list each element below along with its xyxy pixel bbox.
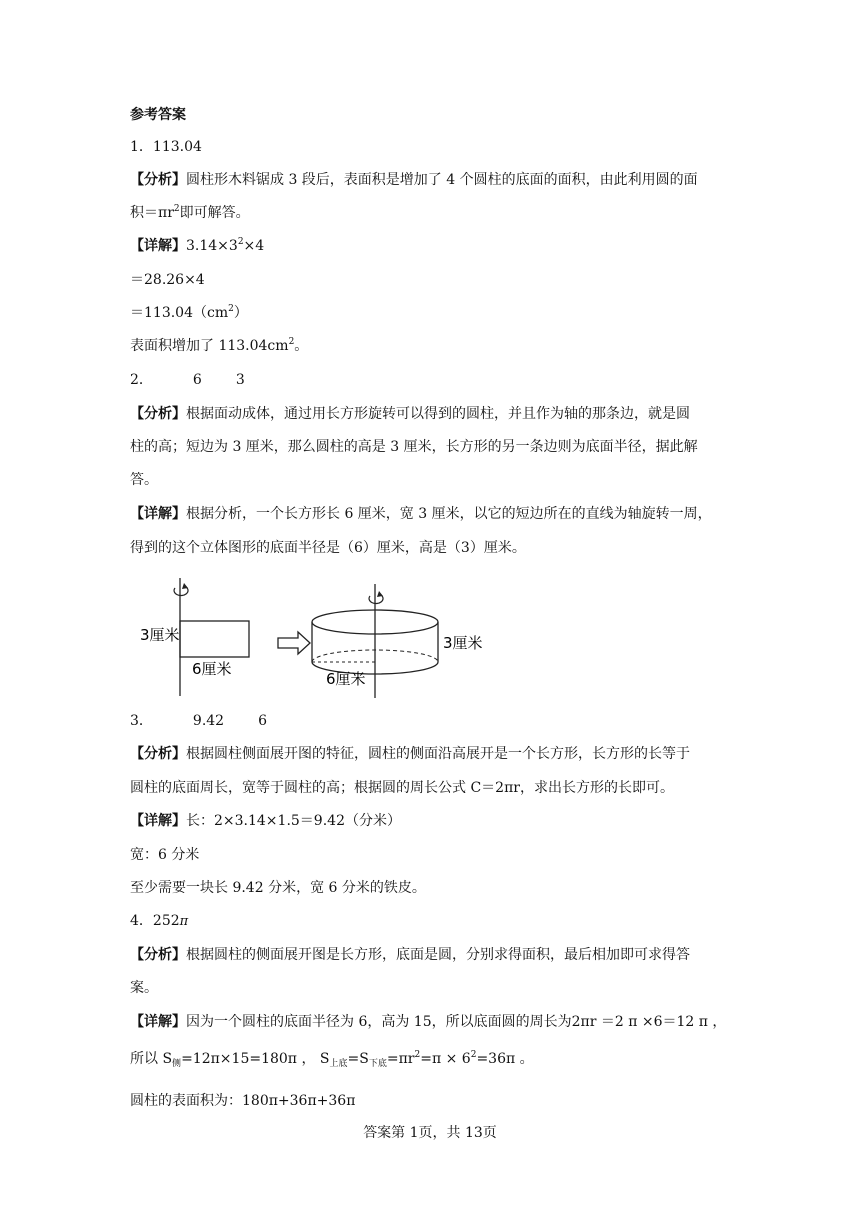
q3-analysis-line1 [130,744,690,764]
q3-detail [130,811,401,831]
transform-arrow-icon [278,632,310,654]
cyl-radius-label: 6厘米 [326,670,366,688]
detail-tag: 【详解】 [130,238,186,254]
q2-analysis-line1 [130,404,690,424]
cyl-height-label: 3厘米 [443,634,483,652]
formula-text: =πr [386,1051,415,1067]
question-number: 2． [130,372,153,388]
question-answer: 4．252 [130,913,180,929]
question-number: 3． [130,713,153,729]
q4-surface: 圆柱的表面积为：180π+36π+36π [130,1093,356,1109]
answer-blank-1: 6 [192,372,202,388]
analysis-text: 即可解答。 [179,205,250,221]
superscript: 2 [470,1050,477,1060]
analysis-tag: 【分析】 [130,746,186,762]
q4-detail-line1 [130,1012,726,1032]
analysis-text: 根据圆柱的侧面展开图是长方形，底面是圆，分别求得面积，最后相加即可求得答 [186,947,690,963]
analysis-tag: 【分析】 [130,406,186,422]
detail-tag: 【详解】 [130,813,186,829]
subscript: 上底 [329,1059,348,1069]
q3-width: 宽：6 分米 [130,847,200,863]
answer-blank-2: 6 [258,713,268,729]
step-text: ＝113.04（cm [130,305,229,321]
formula-text: 所以 S [130,1051,173,1067]
q3-analysis-line2: 圆柱的底面周长，宽等于圆柱的高；根据圆的周长公式 C＝2πr，求出长方形的长即可。 [130,780,674,796]
analysis-tag: 【分析】 [130,172,186,188]
page-footer: 答案第 1页，共 13页 [363,1125,497,1141]
conclusion-text: 。 [294,338,309,354]
detail-tag: 【详解】 [130,506,186,522]
rect-width-label: 6厘米 [192,660,232,678]
section-heading: 参考答案 [130,107,186,123]
formula-text: =12π×15=180π ， S [181,1051,330,1067]
conclusion-text: 表面积增加了 113.04cm [130,338,289,354]
detail-text: ×4 [243,238,265,254]
answer-blank-2: 3 [235,372,245,388]
q2-analysis-line2: 柱的高；短边为 3 厘米，那么圆柱的高是 3 厘米，长方形的另一条边则为底面半径，据此解 [130,439,698,455]
superscript: 2 [228,304,234,314]
rotation-figure [130,574,510,700]
pi-symbol: π [179,914,189,929]
detail-text: 因为一个圆柱的底面半径为 6，高为 15，所以底面圆的周长为2πr ＝2 π ×6＝12 π ， [186,1014,727,1030]
q4-title [130,911,188,932]
q1-conclusion [130,336,308,356]
answer-blank-1: 9.42 [192,713,225,729]
q2-title [130,370,245,390]
q3-title [130,711,267,731]
q2-analysis-line3: 答。 [130,472,158,488]
analysis-text: 根据面动成体，通过用长方形旋转可以得到的圆柱，并且作为轴的那条边，就是圆 [186,406,690,422]
q4-analysis-line1 [130,945,690,965]
subscript: 下底 [368,1059,387,1069]
q4-detail-line2 [130,1049,534,1069]
q1-step2 [130,303,248,323]
superscript: 2 [288,337,295,347]
q3-conclusion: 至少需要一块长 9.42 分米，宽 6 分米的铁皮。 [130,880,426,896]
superscript: 2 [237,237,244,247]
detail-text: 3.14×3 [186,238,238,254]
rectangle-shape [180,621,249,657]
superscript: 2 [173,204,180,214]
formula-text: =S [347,1051,369,1067]
analysis-tag: 【分析】 [130,947,186,963]
q1-analysis-line1 [130,170,698,190]
detail-text: 根据分析，一个长方形长 6 厘米，宽 3 厘米，以它的短边所在的直线为轴旋转一周， [186,506,712,522]
analysis-text: 圆柱形木料锯成 3 段后，表面积是增加了 4 个圆柱的底面的面积，由此利用圆的面 [186,172,698,188]
analysis-text: 积＝πr [130,205,174,221]
q1-title: 1．113.04 [130,139,202,155]
q1-step1: ＝28.26×4 [130,272,205,288]
detail-text: 长：2×3.14×1.5＝9.42（分米） [186,813,401,829]
analysis-text: 根据圆柱侧面展开图的特征，圆柱的侧面沿高展开是一个长方形，长方形的长等于 [186,746,690,762]
step-text: ） [233,305,248,321]
formula-text: =π × 6 [420,1051,471,1067]
q2-detail-line1 [130,504,712,524]
superscript: 2 [414,1050,421,1060]
q4-analysis-line2: 案。 [130,980,158,996]
q2-detail-line2: 得到的这个立体图形的底面半径是（6）厘米，高是（3）厘米。 [130,540,526,556]
q1-analysis-line2 [130,203,250,223]
subscript: 侧 [172,1059,182,1069]
q1-detail [130,236,264,256]
detail-tag: 【详解】 [130,1014,186,1030]
rect-height-label: 3厘米 [140,626,180,644]
formula-text: =36π 。 [476,1051,534,1067]
